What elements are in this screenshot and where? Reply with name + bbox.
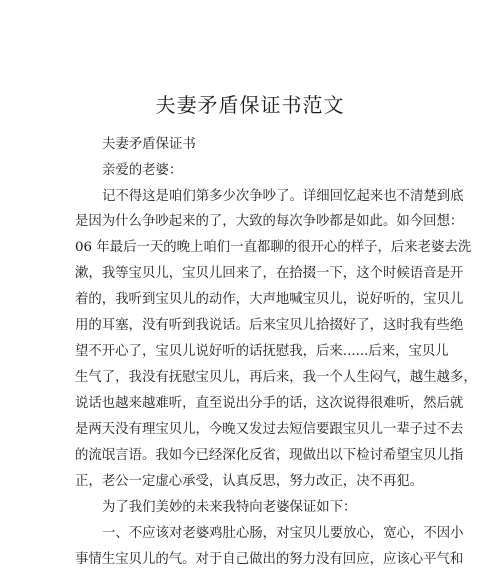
paragraph-line: 为了我们美妙的未来我特向老婆保证如下： [102, 500, 357, 515]
paragraph-line: 事情生宝贝儿的气。对于自己做出的努力没有回应，应该心平气和 [75, 552, 464, 567]
salutation-line: 亲爱的老婆： [102, 163, 183, 178]
paragraph-line: 用的耳塞，没有听到我说话。后来宝贝儿拾掇好了，这时我有些绝 [75, 318, 464, 333]
document-title: 夫妻矛盾保证书范文 [155, 93, 345, 117]
heading-line: 夫妻矛盾保证书 [102, 137, 196, 152]
paragraph-line: 的流氓言语。我如今已经深化反省，现做出以下检讨希望宝贝儿指 [75, 448, 464, 463]
paragraph-line: 望不开心了，宝贝儿说好听的话抚慰我，后来......后来，宝贝儿 [75, 344, 449, 359]
paragraph-line: 是两天没有理宝贝儿，今晚又发过去短信要跟宝贝儿一辈子过不去 [75, 422, 464, 437]
paragraph-line: 生气了，我没有抚慰宝贝儿，再后来，我一个人生闷气，越生越多， [75, 370, 477, 385]
paragraph-line: 06 年最后一天的晚上咱们一直都聊的很开心的样子，后来老婆去洗 [75, 240, 472, 255]
paragraph-line: 一、不应该对老婆鸡肚心肠，对宝贝儿要放心，宽心，不因小 [102, 526, 464, 541]
paragraph-line: 说话也越来越难听，直至说出分手的话，这次说得很难听，然后就 [75, 396, 464, 411]
paragraph-line: 漱，我等宝贝儿，宝贝儿回来了，在拾掇一下，这个时候语音是开 [75, 266, 464, 281]
paragraph-line: 着的，我听到宝贝儿的动作，大声地喊宝贝儿，说好听的，宝贝儿 [75, 292, 464, 307]
paragraph-line: 正，老公一定虚心承受，认真反思，努力改正，决不再犯。 [75, 474, 424, 489]
paragraph-line: 记不得这是咱们第多少次争吵了。详细回忆起来也不清楚到底 [102, 189, 464, 204]
paragraph-line: 是因为什么争吵起来的了，大致的每次争吵都是如此。如今回想： [75, 214, 464, 229]
